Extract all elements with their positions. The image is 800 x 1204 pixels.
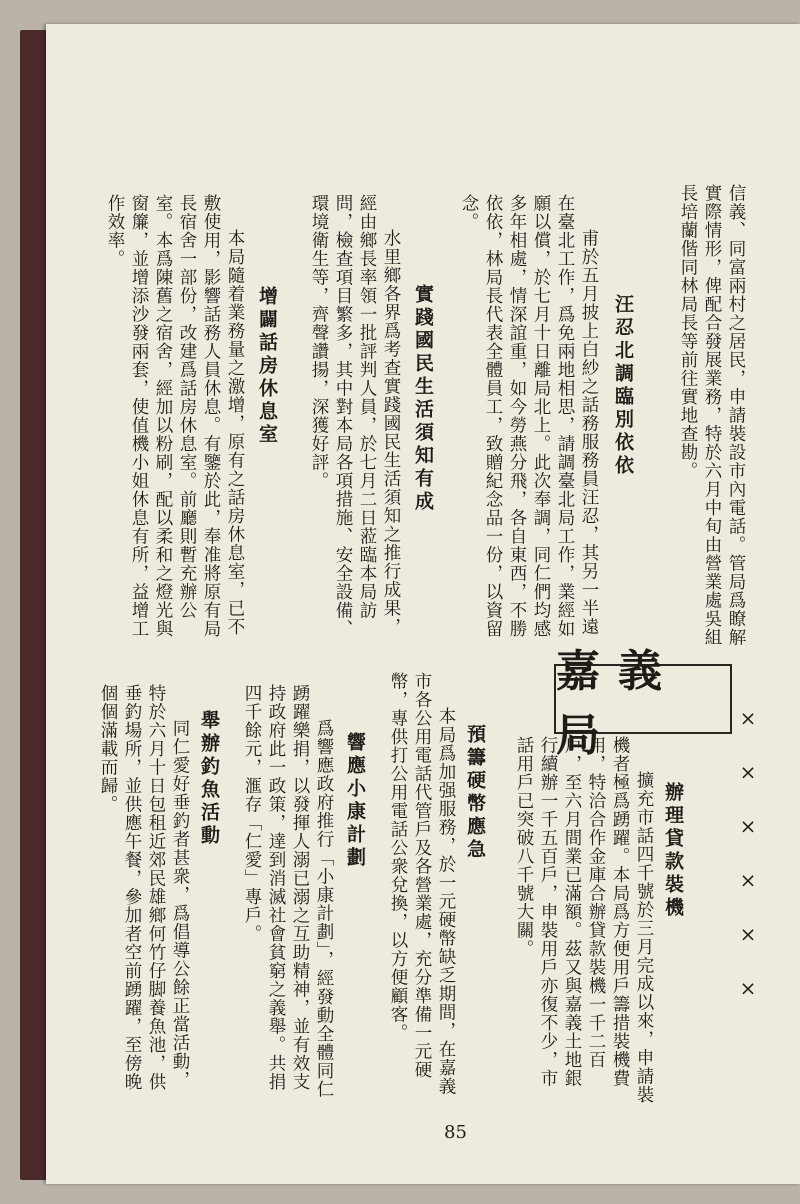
zengpi-body: 本局隨着業務量之激增，原有之話房休息室，已不敷使用，影響話務人員休息。有鑒於此，奉准將原有局長宿舍一部份，改建爲話房休息室。前廳則暫充辦公室。本爲陳舊之宿舍，經加以粉刷，配以柔和之燈光與窗簾，並增添沙發兩套，使值機小姐休息有所，益增工作效率。 xyxy=(105,194,245,638)
heading-wang-transfer: 汪忍北調臨別依依 xyxy=(612,294,634,478)
daikuan-body: 擴充市話四千號於三月完成以來，申請裝機者極爲踴躍。本局爲方便用戶籌措裝機費用，特洽合作金庫合辦貸款裝機一千二百戶，至六月間業已滿額。茲又與嘉義土地銀行續辦一千五百戶，申裝用戶亦復不少，市話用戶已突破八千號大關。 xyxy=(514,736,654,1104)
heading-diaoyu: 舉辦釣魚活動 xyxy=(198,710,220,848)
section-title-box xyxy=(554,646,732,761)
page-number: 85 xyxy=(444,1122,467,1143)
intro-paragraph: 信義、同富兩村之居民，申請裝設市內電話。管局爲瞭解實際情形，俾配合發展業務，特於六月中旬由營業處吳組長培蘭偕同林局長等前往實地查勘。 xyxy=(678,184,746,647)
heading-xiangying: 響應小康計劃 xyxy=(344,732,366,870)
section-title: 嘉義局 xyxy=(556,646,680,761)
decorative-marks: ×××××× xyxy=(736,706,760,1030)
heading-daikuan: 辦理貸款裝機 xyxy=(662,782,684,920)
shijian-body: 水里鄉各界爲考查實踐國民生活須知之推行成果，經由鄉長率領一批評判人員，於七月二日蒞臨本局訪問，檢查項目繁多，其中對本局各項措施、安全設備、環境衛生等，齊聲讚揚，深獲好評。 xyxy=(309,194,401,638)
book-page xyxy=(46,24,800,1184)
heading-yuchou: 預籌硬幣應急 xyxy=(464,724,486,862)
xiangying-body: 爲響應政府推行「小康計劃」，經發動全體同仁踴躍樂捐，以發揮人溺已溺之互助精神，並有效支持政府此一政策，達到消滅社會貧窮之義舉。共捐四千餘元，滙存「仁愛」專戶。 xyxy=(242,684,334,1099)
yuchou-body: 本局爲加强服務，於一元硬幣缺乏期間，在嘉義市各公用電話代管戶及各營業處，充分準備一元硬幣，專供打公用電話公衆兌換，以方便顧客。 xyxy=(388,672,456,1096)
heading-shijian: 實踐國民生活須知有成 xyxy=(412,284,434,514)
heading-zengpi: 增闢話房休息室 xyxy=(256,286,278,447)
wang-transfer-body: 甫於五月披上白紗之話務服務員汪忍，其另一半遠在臺北工作，爲免兩地相思，請調臺北局工作，業經如願以償，於七月十日離局北上。此次奉調，同仁們均感多年相處，情深誼重，如今勞燕分飛，各自東西，不勝依依，林局長代表全體員工，致贈紀念品一份，以資留念。 xyxy=(459,194,599,638)
diaoyu-body: 同仁愛好垂釣者甚衆，爲倡導公餘正當活動，特於六月十日包租近郊民雄鄉何竹仔脚養魚池，供垂釣場所，並供應午餐，參加者空前踴躍，至傍晚個個滿載而歸。 xyxy=(98,684,190,1091)
